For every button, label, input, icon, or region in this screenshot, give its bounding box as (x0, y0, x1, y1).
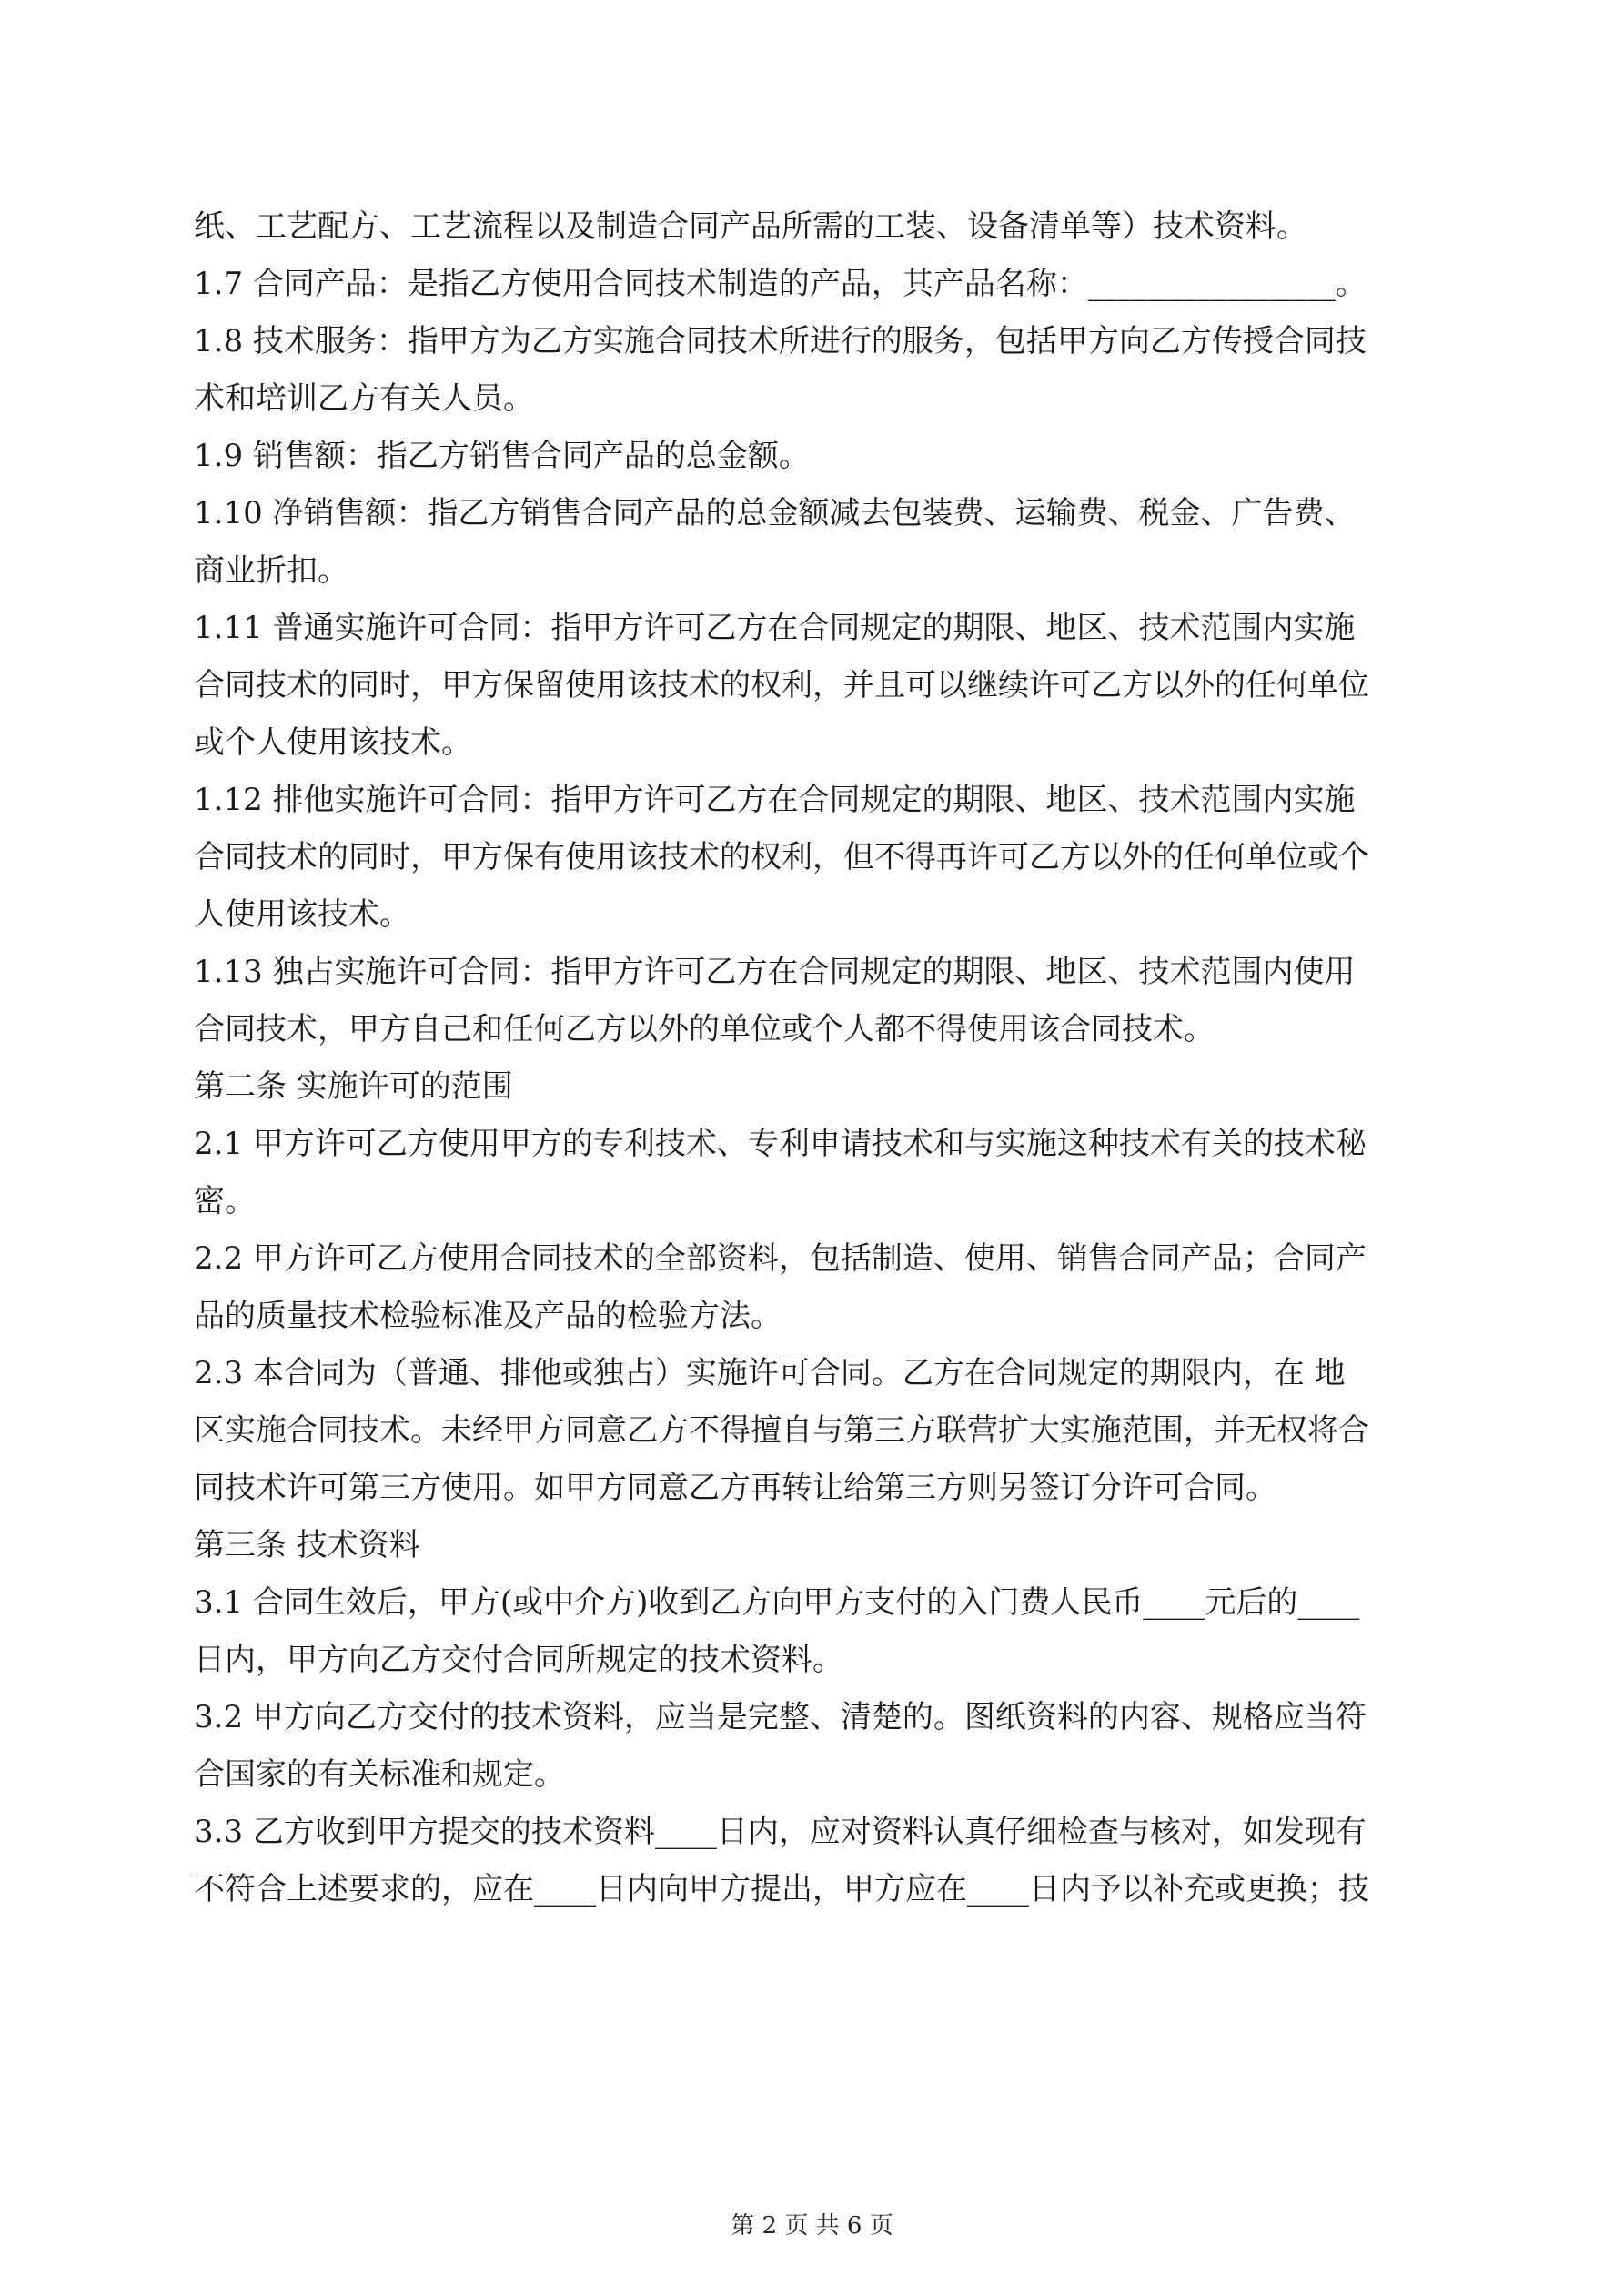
page-number: 第 2 页 共 6 页 (731, 2212, 893, 2240)
text-line: 2.1 甲方许可乙方使用甲方的专利技术、专利申请技术和与实施这种技术有关的技术秘 (194, 1126, 1367, 1162)
text-line: 区实施合同技术。未经甲方同意乙方不得擅自与第三方联营扩大实施范围，并无权将合 (194, 1412, 1369, 1449)
document-body (194, 198, 1440, 1918)
text-line: 1.13 独占实施许可合同：指甲方许可乙方在合同规定的期限、地区、技术范围内使用 (194, 954, 1356, 990)
text-line: 1.9 销售额：指乙方销售合同产品的总金额。 (194, 438, 810, 474)
text-line: 1.8 技术服务：指甲方为乙方实施合同技术所进行的服务，包括甲方向乙方传授合同技 (194, 323, 1367, 359)
text-line: 商业折扣。 (194, 552, 348, 589)
text-line: 不符合上述要求的，应在____日内向甲方提出，甲方应在____日内予以补充或更换；技 (194, 1871, 1369, 1907)
text-line: 合同技术，甲方自己和任何乙方以外的单位或个人都不得使用该合同技术。 (194, 1011, 1215, 1047)
text-line: 品的质量技术检验标准及产品的检验方法。 (194, 1298, 782, 1334)
text-line: 1.12 排他实施许可合同：指甲方许可乙方在合同规定的期限、地区、技术范围内实施 (194, 782, 1356, 818)
text-line: 日内，甲方向乙方交付合同所规定的技术资料。 (194, 1642, 843, 1678)
text-line: 或个人使用该技术。 (194, 724, 472, 761)
text-line: 3.2 甲方向乙方交付的技术资料，应当是完整、清楚的。图纸资料的内容、规格应当符 (194, 1699, 1367, 1735)
text-line: 密。 (194, 1183, 256, 1219)
text-line: 3.1 合同生效后，甲方(或中介方)收到乙方向甲方支付的入门费人民币____元后的____ (194, 1584, 1360, 1621)
text-line: 1.11 普通实施许可合同：指甲方许可乙方在合同规定的期限、地区、技术范围内实施 (194, 610, 1356, 646)
section-heading: 第三条 技术资料 (194, 1527, 420, 1563)
text-line: 1.10 净销售额：指乙方销售合同产品的总金额减去包装费、运输费、税金、广告费、 (194, 495, 1356, 531)
text-line: 3.3 乙方收到甲方提交的技术资料____日内，应对资料认真仔细检查与核对，如发现有 (194, 1814, 1367, 1850)
text-line: 2.3 本合同为（普通、排他或独占）实施许可合同。乙方在合同规定的期限内，在 地 (194, 1355, 1346, 1391)
text-line: 人使用该技术。 (194, 896, 410, 933)
text-line: 合同技术的同时，甲方保留使用该技术的权利，并且可以继续许可乙方以外的任何单位 (194, 667, 1369, 703)
text-line: 2.2 甲方许可乙方使用合同技术的全部资料，包括制造、使用、销售合同产品；合同产 (194, 1240, 1367, 1277)
text-line: 合同技术的同时，甲方保有使用该技术的权利，但不得再许可乙方以外的任何单位或个 (194, 839, 1369, 875)
text-line: 术和培训乙方有关人员。 (194, 380, 534, 417)
text-line: 合国家的有关标准和规定。 (194, 1756, 565, 1793)
text-line: 1.7 合同产品：是指乙方使用合同技术制造的产品，其产品名称：________________。 (194, 266, 1367, 302)
section-heading: 第二条 实施许可的范围 (194, 1068, 513, 1105)
text-line: 同技术许可第三方使用。如甲方同意乙方再转让给第三方则另签订分许可合同。 (194, 1470, 1276, 1506)
text-line: 纸、工艺配方、工艺流程以及制造合同产品所需的工装、设备清单等）技术资料。 (194, 208, 1307, 245)
